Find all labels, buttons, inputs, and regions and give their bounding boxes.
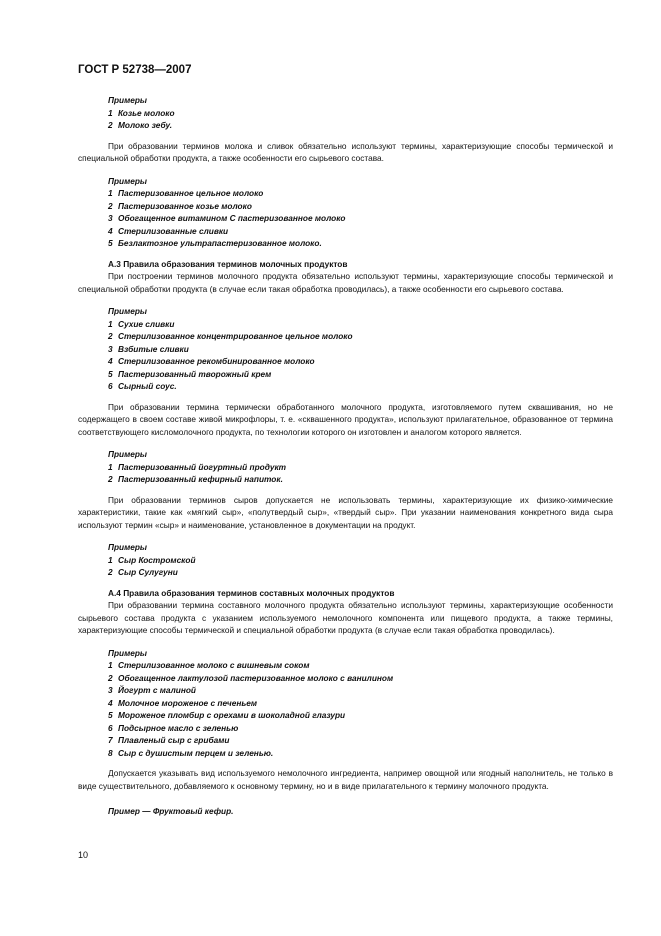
example-text: Обогащенное лактулозой пастеризованное молоко с ванилином bbox=[118, 672, 394, 683]
example-number: 2 bbox=[108, 200, 113, 211]
example-text: Стерилизованное концентрированное цельное молоко bbox=[118, 331, 353, 341]
section-heading: А.4 Правила образования терминов составных молочных продуктов bbox=[108, 587, 395, 598]
examples-list bbox=[108, 187, 613, 250]
example-item bbox=[108, 566, 613, 579]
example-text: Пастеризованный кефирный напиток. bbox=[118, 474, 283, 484]
examples-list bbox=[108, 107, 613, 132]
final-example: Пример — Фруктовый кефир. bbox=[108, 806, 234, 816]
document-body bbox=[78, 94, 613, 792]
examples-title: Примеры bbox=[108, 542, 148, 552]
example-item bbox=[108, 380, 613, 393]
example-number: 4 bbox=[108, 697, 113, 708]
example-number: 5 bbox=[108, 238, 113, 248]
example-text: Сырный соус. bbox=[118, 381, 177, 391]
examples-title: Примеры bbox=[108, 175, 148, 186]
example-text: Молочное мороженое с печеньем bbox=[118, 697, 258, 708]
examples-list bbox=[108, 318, 613, 393]
example-item bbox=[108, 119, 613, 132]
example-text: Молоко зебу. bbox=[118, 120, 173, 130]
example-number: 5 bbox=[108, 368, 113, 379]
examples-list bbox=[108, 554, 613, 579]
page-number: 10 bbox=[78, 850, 89, 860]
example-number: 2 bbox=[108, 672, 113, 683]
examples-title: Примеры bbox=[108, 306, 148, 316]
example-text: Сыр с душистым перцем и зеленью. bbox=[118, 747, 274, 758]
examples-list bbox=[108, 659, 613, 759]
example-text: Обогащенное витамином С пастеризованное молоко bbox=[118, 213, 346, 223]
example-number: 6 bbox=[108, 722, 113, 733]
section-heading: А.3 Правила образования терминов молочных продуктов bbox=[108, 258, 348, 269]
examples-title: Примеры bbox=[108, 647, 148, 658]
example-text: Сыр Сулугуни bbox=[118, 567, 178, 577]
example-number: 5 bbox=[108, 710, 113, 720]
examples-title: Примеры bbox=[108, 449, 148, 459]
example-text: Мороженое пломбир с орехами в шоколадной глазури bbox=[118, 710, 346, 720]
example-number: 3 bbox=[108, 343, 113, 354]
example-item bbox=[108, 684, 613, 697]
example-number: 3 bbox=[108, 213, 113, 223]
example-text: Козье молоко bbox=[118, 107, 175, 118]
paragraph: При построении терминов молочного продукта обязательно используют термины, характеризующие способы термической и специальной обработки продукта (в случае если такая обработка проводилась), а также особенности его сырьевого состава. bbox=[78, 271, 613, 294]
example-item bbox=[108, 187, 613, 200]
example-item bbox=[108, 659, 613, 672]
example-item bbox=[108, 330, 613, 343]
example-item bbox=[108, 697, 613, 710]
example-number: 1 bbox=[108, 461, 113, 472]
example-item bbox=[108, 318, 613, 331]
example-item bbox=[108, 709, 613, 722]
example-number: 1 bbox=[108, 107, 113, 118]
paragraph: При образовании термина составного молочного продукта обязательно используют термины, характеризующие особенности сырьевого состава продукта с указанием используемого немолочного компонента или пищевого продукта, а также термины, характеризующие способы термической и специальной обработки продукта (в случае если такая обработка проводилась). bbox=[78, 600, 613, 635]
example-text: Пастеризованный творожный крем bbox=[118, 368, 272, 379]
example-text: Взбитые сливки bbox=[118, 343, 189, 354]
example-item bbox=[108, 237, 613, 250]
example-number: 2 bbox=[108, 331, 113, 341]
examples-list bbox=[108, 461, 613, 486]
example-item bbox=[108, 107, 613, 120]
example-number: 1 bbox=[108, 318, 113, 329]
example-item bbox=[108, 554, 613, 567]
example-text: Пастеризованное цельное молоко bbox=[118, 188, 264, 198]
example-item bbox=[108, 343, 613, 356]
paragraph: При образовании термина термически обработанного молочного продукта, изготовляемого путем сквашивания, но не содержащего в своем составе живой микрофлоры, т. е. «сквашенного продукта», используют прилагательное, образованное от термина соответствующего кисломолочного продукта, по технологии которого он изготовлен и аналогом которого является. bbox=[78, 401, 613, 437]
example-number: 2 bbox=[108, 567, 113, 577]
example-number: 1 bbox=[108, 660, 113, 670]
example-item bbox=[108, 200, 613, 213]
example-number: 2 bbox=[108, 120, 113, 130]
example-number: 1 bbox=[108, 188, 113, 198]
example-text: Подсырное масло с зеленью bbox=[118, 722, 239, 733]
example-number: 2 bbox=[108, 474, 113, 484]
example-item bbox=[108, 355, 613, 368]
example-item bbox=[108, 212, 613, 225]
example-number: 4 bbox=[108, 356, 113, 366]
document-header: ГОСТ Р 52738—2007 bbox=[78, 64, 192, 76]
example-item bbox=[108, 368, 613, 381]
example-text: Пастеризованный йогуртный продукт bbox=[118, 461, 287, 472]
example-item bbox=[108, 722, 613, 735]
example-text: Плавленый сыр с грибами bbox=[118, 735, 230, 745]
example-number: 7 bbox=[108, 735, 113, 745]
examples-title: Примеры bbox=[108, 95, 148, 105]
paragraph: При образовании терминов сыров допускается не использовать термины, характеризующие их физико-химические характеристики, такие как «мягкий сыр», «полутвердый сыр», «твердый сыр». При указании наименования конкретного вида сыра используют термин «сыр» и наименование, установленное в документации на продукт. bbox=[78, 494, 613, 530]
example-number: 3 bbox=[108, 685, 113, 695]
paragraph: Допускается указывать вид используемого немолочного ингредиента, например овощной или ягодный наполнитель, не только в виде существительного, добавляемого к основному термину, но и в виде прилагательного к термину молочного продукта. bbox=[78, 768, 613, 791]
example-text: Сыр Костромской bbox=[118, 554, 196, 565]
example-number: 6 bbox=[108, 381, 113, 391]
paragraph: При образовании терминов молока и сливок обязательно используют термины, характеризующие способы термической и специальной обработки продукта, а также особенности его сырьевого состава. bbox=[78, 140, 613, 163]
example-item bbox=[108, 225, 613, 238]
example-text: Стерилизованные сливки bbox=[118, 225, 229, 236]
example-item bbox=[108, 672, 613, 685]
example-text: Стерилизованное рекомбинированное молоко bbox=[118, 356, 315, 366]
example-item bbox=[108, 747, 613, 760]
example-number: 4 bbox=[108, 225, 113, 236]
example-text: Безлактозное ультрапастеризованное молоко. bbox=[118, 238, 322, 248]
example-text: Йогурт с малиной bbox=[118, 685, 196, 695]
example-text: Сухие сливки bbox=[118, 318, 175, 329]
example-number: 1 bbox=[108, 554, 113, 565]
example-text: Пастеризованное козье молоко bbox=[118, 200, 252, 211]
example-item bbox=[108, 473, 613, 486]
example-item bbox=[108, 461, 613, 474]
example-text: Стерилизованное молоко с вишневым соком bbox=[118, 660, 310, 670]
example-number: 8 bbox=[108, 747, 113, 758]
example-item bbox=[108, 734, 613, 747]
